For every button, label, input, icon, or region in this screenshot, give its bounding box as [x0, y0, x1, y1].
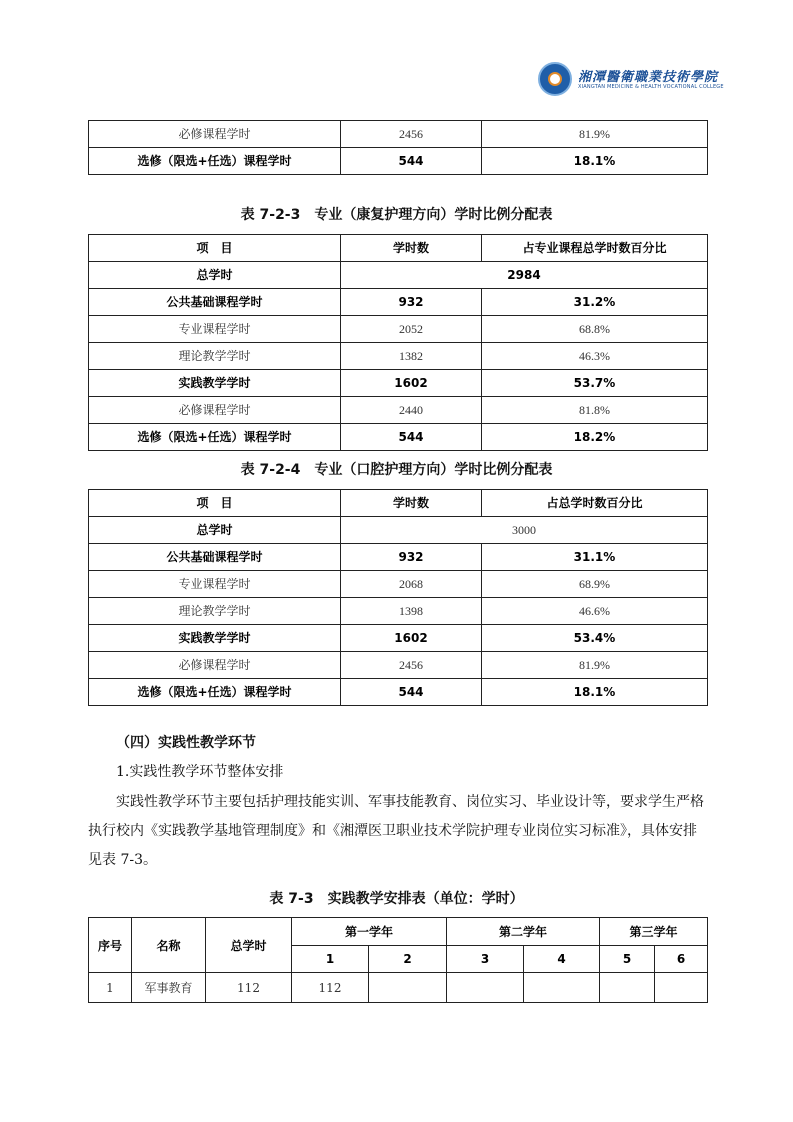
header-hours: 学时数	[341, 490, 482, 517]
header-year1: 第一学年	[292, 918, 447, 946]
header-hours: 学时数	[341, 235, 482, 262]
row-percent: 53.7%	[482, 370, 708, 397]
table-row	[89, 973, 708, 1003]
header-no: 序号	[89, 918, 132, 973]
row-percent: 53.4%	[482, 625, 708, 652]
table-73-caption: 表 7-3 实践教学安排表（单位：学时）	[269, 891, 524, 907]
college-name-en: XIANGTAN MEDICINE & HEALTH VOCATIONAL COLLEGE	[578, 84, 724, 90]
row-hours: 932	[341, 289, 482, 316]
total-value: 3000	[341, 517, 708, 544]
total-label: 总学时	[89, 262, 341, 289]
header-name: 名称	[132, 918, 206, 973]
header-term: 4	[524, 946, 600, 973]
total-label: 总学时	[89, 517, 341, 544]
table-724	[88, 489, 708, 706]
section-subtitle: 1.实践性教学环节整体安排	[116, 764, 284, 780]
row-item: 必修课程学时	[89, 397, 341, 424]
row-term: 112	[292, 973, 369, 1003]
table-row	[89, 343, 708, 370]
table-row	[89, 679, 708, 706]
row-hours: 2456	[341, 121, 482, 148]
header-percent: 占专业课程总学时数百分比	[482, 235, 708, 262]
table-total-row	[89, 517, 708, 544]
row-percent: 46.3%	[482, 343, 708, 370]
header-term: 5	[600, 946, 655, 973]
row-hours: 1382	[341, 343, 482, 370]
row-item: 理论教学学时	[89, 343, 341, 370]
row-hours: 544	[341, 148, 482, 175]
row-percent: 18.2%	[482, 424, 708, 451]
row-hours: 1398	[341, 598, 482, 625]
total-value: 2984	[341, 262, 708, 289]
row-percent: 81.9%	[482, 121, 708, 148]
table-row	[89, 397, 708, 424]
row-term	[655, 973, 708, 1003]
table-73	[88, 917, 708, 1003]
college-name: 湘潭醫衛職業技術學院	[578, 70, 719, 85]
row-term	[447, 973, 524, 1003]
row-percent: 18.1%	[482, 148, 708, 175]
row-hours: 1602	[341, 370, 482, 397]
table-row	[89, 121, 708, 148]
row-percent: 46.6%	[482, 598, 708, 625]
college-emblem-icon	[538, 62, 572, 96]
row-item: 选修（限选+任选）课程学时	[89, 148, 341, 175]
row-item: 专业课程学时	[89, 316, 341, 343]
table-row	[89, 289, 708, 316]
row-item: 专业课程学时	[89, 571, 341, 598]
table-continued	[88, 120, 708, 175]
row-item: 实践教学学时	[89, 370, 341, 397]
row-item: 实践教学学时	[89, 625, 341, 652]
row-total: 112	[206, 973, 292, 1003]
row-item: 公共基础课程学时	[89, 544, 341, 571]
row-no: 1	[89, 973, 132, 1003]
row-percent: 81.8%	[482, 397, 708, 424]
header-year3: 第三学年	[600, 918, 708, 946]
section-title: （四）实践性教学环节	[116, 735, 256, 751]
header-term: 3	[447, 946, 524, 973]
row-hours: 544	[341, 424, 482, 451]
row-percent: 31.2%	[482, 289, 708, 316]
row-hours: 2456	[341, 652, 482, 679]
table-row	[89, 424, 708, 451]
row-percent: 68.9%	[482, 571, 708, 598]
table-header-row	[89, 490, 708, 517]
row-hours: 2052	[341, 316, 482, 343]
row-term	[369, 973, 447, 1003]
table-row	[89, 316, 708, 343]
row-percent: 81.9%	[482, 652, 708, 679]
header-percent: 占总学时数百分比	[482, 490, 708, 517]
row-hours: 1602	[341, 625, 482, 652]
row-item: 选修（限选+任选）课程学时	[89, 424, 341, 451]
header-item: 项 目	[89, 235, 341, 262]
table-724-caption: 表 7-2-4 专业（口腔护理方向）学时比例分配表	[240, 462, 553, 478]
table-row	[89, 370, 708, 397]
row-hours: 2440	[341, 397, 482, 424]
header-total: 总学时	[206, 918, 292, 973]
header-year2: 第二学年	[447, 918, 600, 946]
row-term	[600, 973, 655, 1003]
table-header-row	[89, 235, 708, 262]
row-item: 公共基础课程学时	[89, 289, 341, 316]
section-paragraph: 实践性教学环节主要包括护理技能实训、军事技能教育、岗位实习、毕业设计等，要求学生严格执行校内《实践教学基地管理制度》和《湘潭医卫职业技术学院护理专业岗位实习标准》，具体安排见表 7-3。	[88, 794, 704, 868]
row-term	[524, 973, 600, 1003]
table-row	[89, 544, 708, 571]
college-logo	[538, 62, 724, 98]
header-term: 2	[369, 946, 447, 973]
row-item: 必修课程学时	[89, 652, 341, 679]
row-item: 理论教学学时	[89, 598, 341, 625]
table-total-row	[89, 262, 708, 289]
row-hours: 544	[341, 679, 482, 706]
row-percent: 68.8%	[482, 316, 708, 343]
table-row	[89, 652, 708, 679]
row-hours: 2068	[341, 571, 482, 598]
table-row	[89, 598, 708, 625]
row-item: 选修（限选+任选）课程学时	[89, 679, 341, 706]
table-723	[88, 234, 708, 451]
header-term: 1	[292, 946, 369, 973]
header-item: 项 目	[89, 490, 341, 517]
table-row	[89, 571, 708, 598]
row-name: 军事教育	[132, 973, 206, 1003]
row-item: 必修课程学时	[89, 121, 341, 148]
header-term: 6	[655, 946, 708, 973]
table-row	[89, 148, 708, 175]
table-row	[89, 625, 708, 652]
row-hours: 932	[341, 544, 482, 571]
table-723-caption: 表 7-2-3 专业（康复护理方向）学时比例分配表	[240, 207, 553, 223]
row-percent: 31.1%	[482, 544, 708, 571]
row-percent: 18.1%	[482, 679, 708, 706]
table-header-row	[89, 918, 708, 946]
